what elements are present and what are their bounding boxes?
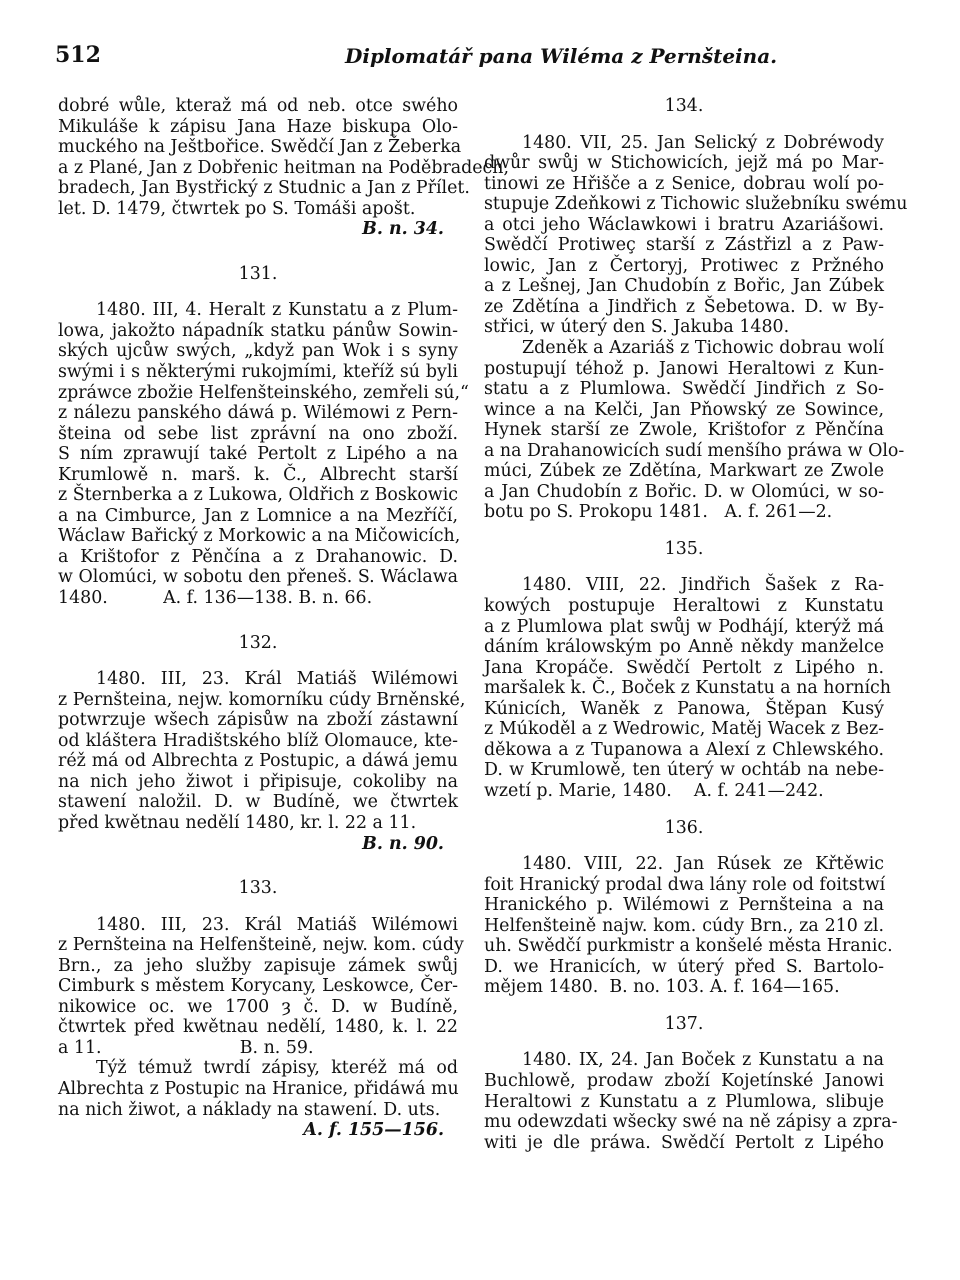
text-line: Týž témuž twrdí zápisy, kteréž má od [96,1058,458,1079]
text-line: Buchlowě, prodaw zboží Kojetínské Janowi [484,1070,884,1091]
text-line: Mikuláše k zápisu Jana Haze biskupa Olo- [58,116,458,137]
text-line: botu po S. Prokopu 1481. A. f. 261—2. [484,502,833,523]
text-line: 1480. IX, 24. Jan Boček z Kunstatu a na [522,1050,884,1071]
text-line: stawení naložil. D. w Budíně, we čtwrtek [58,792,458,813]
text-line: D. w Krumlowě, ten úterý w ochtáb na nebe- [484,760,884,781]
text-line: střici, w úterý den S. Jakuba 1480. [484,317,790,338]
text-line: statu a z Plumlowa. Swědčí Jindřich z So- [484,379,884,400]
text-line: S ním zprawují také Pertolt z Lipého a na [58,444,458,465]
document-entry-135 [484,575,891,801]
source-reference: B. n. 34. [362,219,444,240]
text-line: muckého na Ještbořice. Swědčí Jan z Žeberka [58,137,462,158]
text-line: šteina od sebe list zprávní na ono zboží. [58,423,458,444]
text-line: od kláštera Hradištského blíž Olomauce, kte- [58,730,458,751]
text-line: a otci jeho Wáclawkowi i bratru Azariášowi. [484,214,884,235]
text-line: a z Lešnej, Jan Chudobín z Bořic, Jan Zúbek [484,276,884,297]
text-line: 1480. III, 4. Heralt z Kunstatu a z Plum- [96,300,458,321]
document-entry-133 [58,914,464,1141]
text-line: nikowice oc. we 1700 ȝ č. D. w Budíně, [58,996,458,1017]
text-line: Wáclaw Bařický z Morkowic a na Mičowicích, [58,526,461,547]
text-line: 1480. VIII, 22. Jan Rúsek ze Křtěwic [522,854,884,875]
document-number: 135. [664,538,704,559]
text-line: dobré wůle, kteraž má od neb. otce swého [58,96,458,116]
document-entry-131 [58,300,469,609]
document-number: 131. [238,263,278,284]
text-line: Krumlowě n. marš. k. Č., Albrecht starší [58,464,458,485]
text-line: čtwrtek před kwětnau nedělí, 1480, k. l. 22 [58,1017,458,1038]
text-line: z Pernšteina, nejw. komorníku cúdy Brněnské, [58,689,466,710]
text-line: wzetí p. Marie, 1480. A. f. 241—242. [484,780,824,801]
text-line: 1480. III, 23. Král Matiáš Wilémowi [96,669,458,690]
text-line: lowa, jakožto nápadník statku pánůw Sowin- [58,320,458,341]
text-line: tinowi ze Hřišče a z Senice, dobrau wolí po- [484,173,884,194]
document-entry-136 [484,854,893,998]
text-line: Brn., za jeho služby zapisuje zámek swůj [58,955,458,976]
text-line: stupuje Zdeňkowi z Tichowic služebníku swému [484,194,908,215]
text-line: D. we Hranicích, w úterý před S. Bartolo- [484,956,884,977]
running-title: Diplomatář pana Wiléma z Pernšteina. [345,44,778,68]
text-line: réž má od Albrechta z Postupic, a dáwá jemu [58,751,458,772]
text-line: Hranického p. Wilémowi z Pernšteina a na [484,895,884,916]
text-line: a z Plané, Jan z Dobřenic heitman na Poděbradech, [58,157,510,178]
text-line: bradech, Jan Bystřický z Studnic a Jan z Přílet. [58,178,470,199]
document-entry-137 [484,1050,898,1153]
text-line: na nich jeho žiwot i připisuje, cokoliby na [58,771,458,792]
text-line: před kwětnau nedělí 1480, kr. l. 22 a 11. [58,812,417,833]
document-number: 133. [238,878,278,899]
text-line: a Jan Chudobín z Bořic. D. w Olomúci, w so- [484,481,884,502]
text-line: múci, Zúbek ze Zdětína, Markwart ze Zwole [484,461,884,482]
text-line: a z Plumlowa plat swůj w Podhájí, kterýž má [484,616,884,637]
text-line: z Pernšteina na Helfenšteině, nejw. kom. cúdy [58,935,464,956]
text-line: z Šternberka a z Lukowa, Oldřich z Boskowic [58,485,458,506]
text-line: ze Zdětína a Jindřich z Šebetowa. D. w By- [484,296,884,317]
text-line: Hynek starší ze Zwole, Krištofor z Pěnčína [484,420,884,441]
document-entry-132 [58,669,466,854]
text-line: 1480. A. f. 136—138. B. n. 66. [58,588,373,609]
text-line: lowic, Jan z Čertoryj, Protiwec z Pržného [484,255,884,276]
text-line: postupují téhož p. Janowi Heraltowi z Kun- [484,358,884,379]
text-line: a na Cimburce, Jan z Lomnice a na Mezříčí, [58,505,458,526]
text-line: dáním králowským po Anně někdy manželce [484,637,884,658]
right-column [484,96,908,1153]
text-line: a na Drahanowicích sudí menšího práwa w Olo- [484,440,905,461]
text-line: maršalek k. Č., Boček z Kunstatu a na horních [484,678,891,699]
text-line: foit Hranický prodal dwa lány role od foitstwí [484,874,886,895]
text-line: dwůr swůj w Stichowicích, jejž má po Mar- [484,153,884,174]
text-line: a Krištofor z Pěnčína a z Drahanowic. D. [58,546,458,567]
text-line: 1480. VIII, 22. Jindřich Šašek z Ra- [522,575,884,596]
page-number: 512 [55,42,101,68]
running-head [55,42,915,82]
text-line: Albrechta z Postupic na Hranice, přidáwá mu [58,1078,459,1099]
source-reference: B. n. 90. [362,833,444,854]
source-reference: A. f. 155—156. [303,1120,444,1141]
text-line: z nálezu panského dáwá p. Wilémowi z Pern- [58,403,458,424]
text-line: ských ujcůw swých, „když pan Wok i s syny [58,341,458,362]
text-line: mu odewzdati wšecky swé na ně zápisy a zpra- [484,1112,898,1133]
text-line: Jana Kropáče. Swědčí Pertolt z Lipého n. [484,657,884,678]
text-line: Swědčí Protiweç starší z Zástřizl a z Paw- [484,235,884,256]
text-line: mějem 1480. B. no. 103. A. f. 164—165. [484,977,840,998]
text-line: z Múkoděl a z Wedrowic, Matěj Wacek z Bez- [484,719,884,740]
text-line: Zdeněk a Azariáš z Tichowic dobrau wolí [522,338,884,359]
text-line: a 11. B. n. 59. [58,1037,314,1058]
text-line: Helfenšteině najw. kom. cúdy Brn., za 210 zl. [484,915,884,936]
text-line: witi je dle práwa. Swědčí Pertolt z Lipého [484,1132,884,1153]
document-number: 134. [664,96,704,116]
text-line: w Olomúci, w sobotu den přeneš. S. Wáclawa [58,567,458,588]
text-line: wince a na Kelči, Jan Pňowský ze Sowince, [484,399,884,420]
document-number: 137. [664,1013,704,1034]
text-line: Kúnicích, Waněk z Panowa, Štěpan Kusý [484,698,884,719]
text-line: 1480. VII, 25. Jan Selický z Dobréwody [522,132,884,153]
text-line: Heraltowi z Kunstatu a z Plumlowa, slibuje [484,1091,884,1112]
continuation-entry [58,96,510,240]
text-line: let. D. 1479, čtwrtek po S. Tomáši apošt. [58,198,416,219]
text-line: na nich žiwot, a náklady na stawení. D. uts. [58,1099,441,1120]
text-line: Cimburk s městem Korycany, Leskowce, Čer- [58,976,458,997]
text-line: potwrzuje wšech zápisůw na zboží zástawní [58,710,458,731]
text-line: děkowa a z Tupanowa a Alexí z Chlewského. [484,739,884,760]
document-number: 136. [664,817,704,838]
left-column [58,96,510,1141]
text-line: uh. Swědčí purkmistr a konšelé města Hranic. [484,936,893,957]
document-entry-134 [484,132,908,523]
text-line: swými i s některými rukojmími, kteříž sú byli [58,362,458,383]
text-line: kowých postupuje Heraltowi z Kunstatu [484,596,884,617]
text-line: zpráwce zbožie Helfenšteinského, zemřeli sú,“ [58,382,469,403]
document-number: 132. [238,632,278,653]
text-line: 1480. III, 23. Král Matiáš Wilémowi [96,914,458,935]
